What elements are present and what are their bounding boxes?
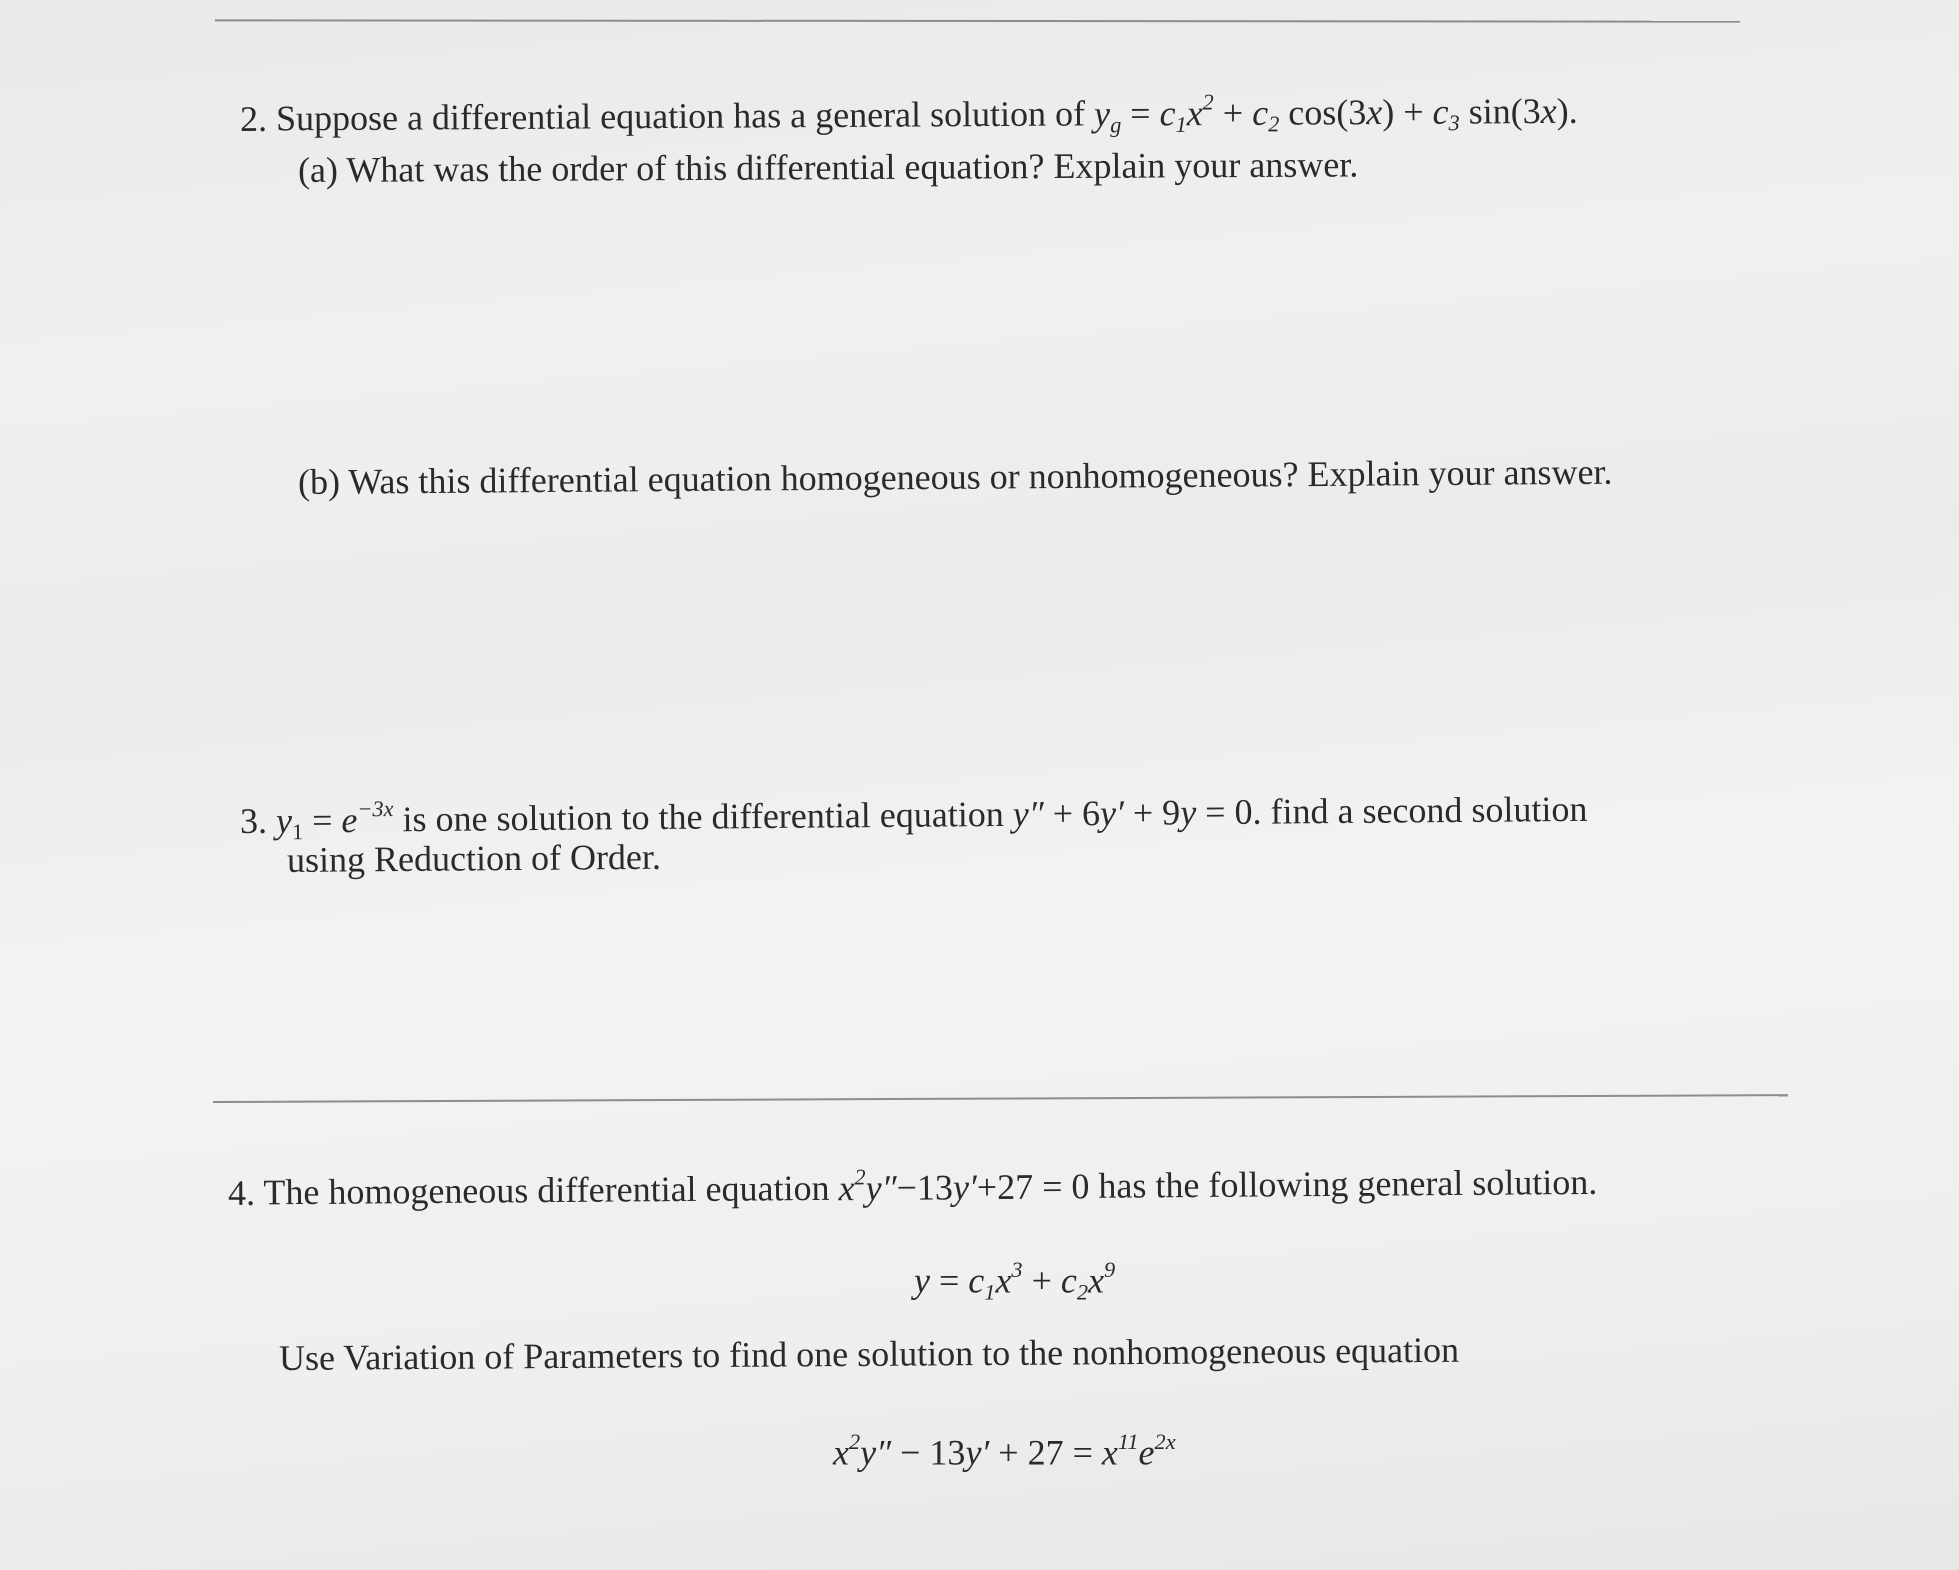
question-2-number: 2. <box>239 98 268 139</box>
homogeneous-ode-formula: $x^2y''-13y'+27 = 0$ <box>838 1163 1090 1208</box>
middle-divider <box>213 1094 1788 1103</box>
nonhomogeneous-equation: $x^2y'' - 13y' + 27 = x^{11}e^{2x}$ <box>833 1429 1176 1473</box>
question-2a <box>298 142 1359 192</box>
question-2b-text: Was this differential equation homogeneous or nonhomogeneous? Explain your answer. <box>348 451 1613 502</box>
question-4-text: The homogeneous differential equation <box>263 1167 830 1213</box>
question-4-instruction: Use Variation of Parameters to find one solution to the nonhomogeneous equation <box>278 1329 1460 1378</box>
question-4-text-end: has the following general solution. <box>1098 1161 1598 1206</box>
homogeneous-general-solution: $y = c_1x^3 + c_2x^9$ <box>914 1257 1116 1305</box>
question-2a-text: What was the order of this differential equation? Explain your answer. <box>346 144 1359 190</box>
question-4-stem <box>228 1149 1598 1214</box>
question-3-number: 3. <box>239 800 268 841</box>
first-solution-formula: $y_1 = e^{-3x}$ <box>275 795 394 844</box>
question-3-text: is one solution to the differential equation <box>402 793 1004 840</box>
general-solution-formula: $y_g = c_1x^2 + c_2$ $\cos(3x) + c_3$ sin(3x). <box>1093 89 1578 137</box>
question-2-stem <box>240 78 1578 152</box>
question-2b-label: (b) <box>297 461 341 502</box>
ode-formula: y″ + 6y′ + 9y = 0. <box>1012 791 1262 834</box>
question-3-text-end: find a second solution <box>1270 788 1588 832</box>
question-3-line-2: using Reduction of Order. <box>286 836 662 880</box>
question-4-number: 4. <box>227 1172 256 1213</box>
question-2a-label: (a) <box>297 149 339 190</box>
question-2-text: Suppose a differential equation has a general solution of <box>275 93 1086 139</box>
top-divider <box>215 19 1740 22</box>
question-2b <box>298 450 1613 504</box>
